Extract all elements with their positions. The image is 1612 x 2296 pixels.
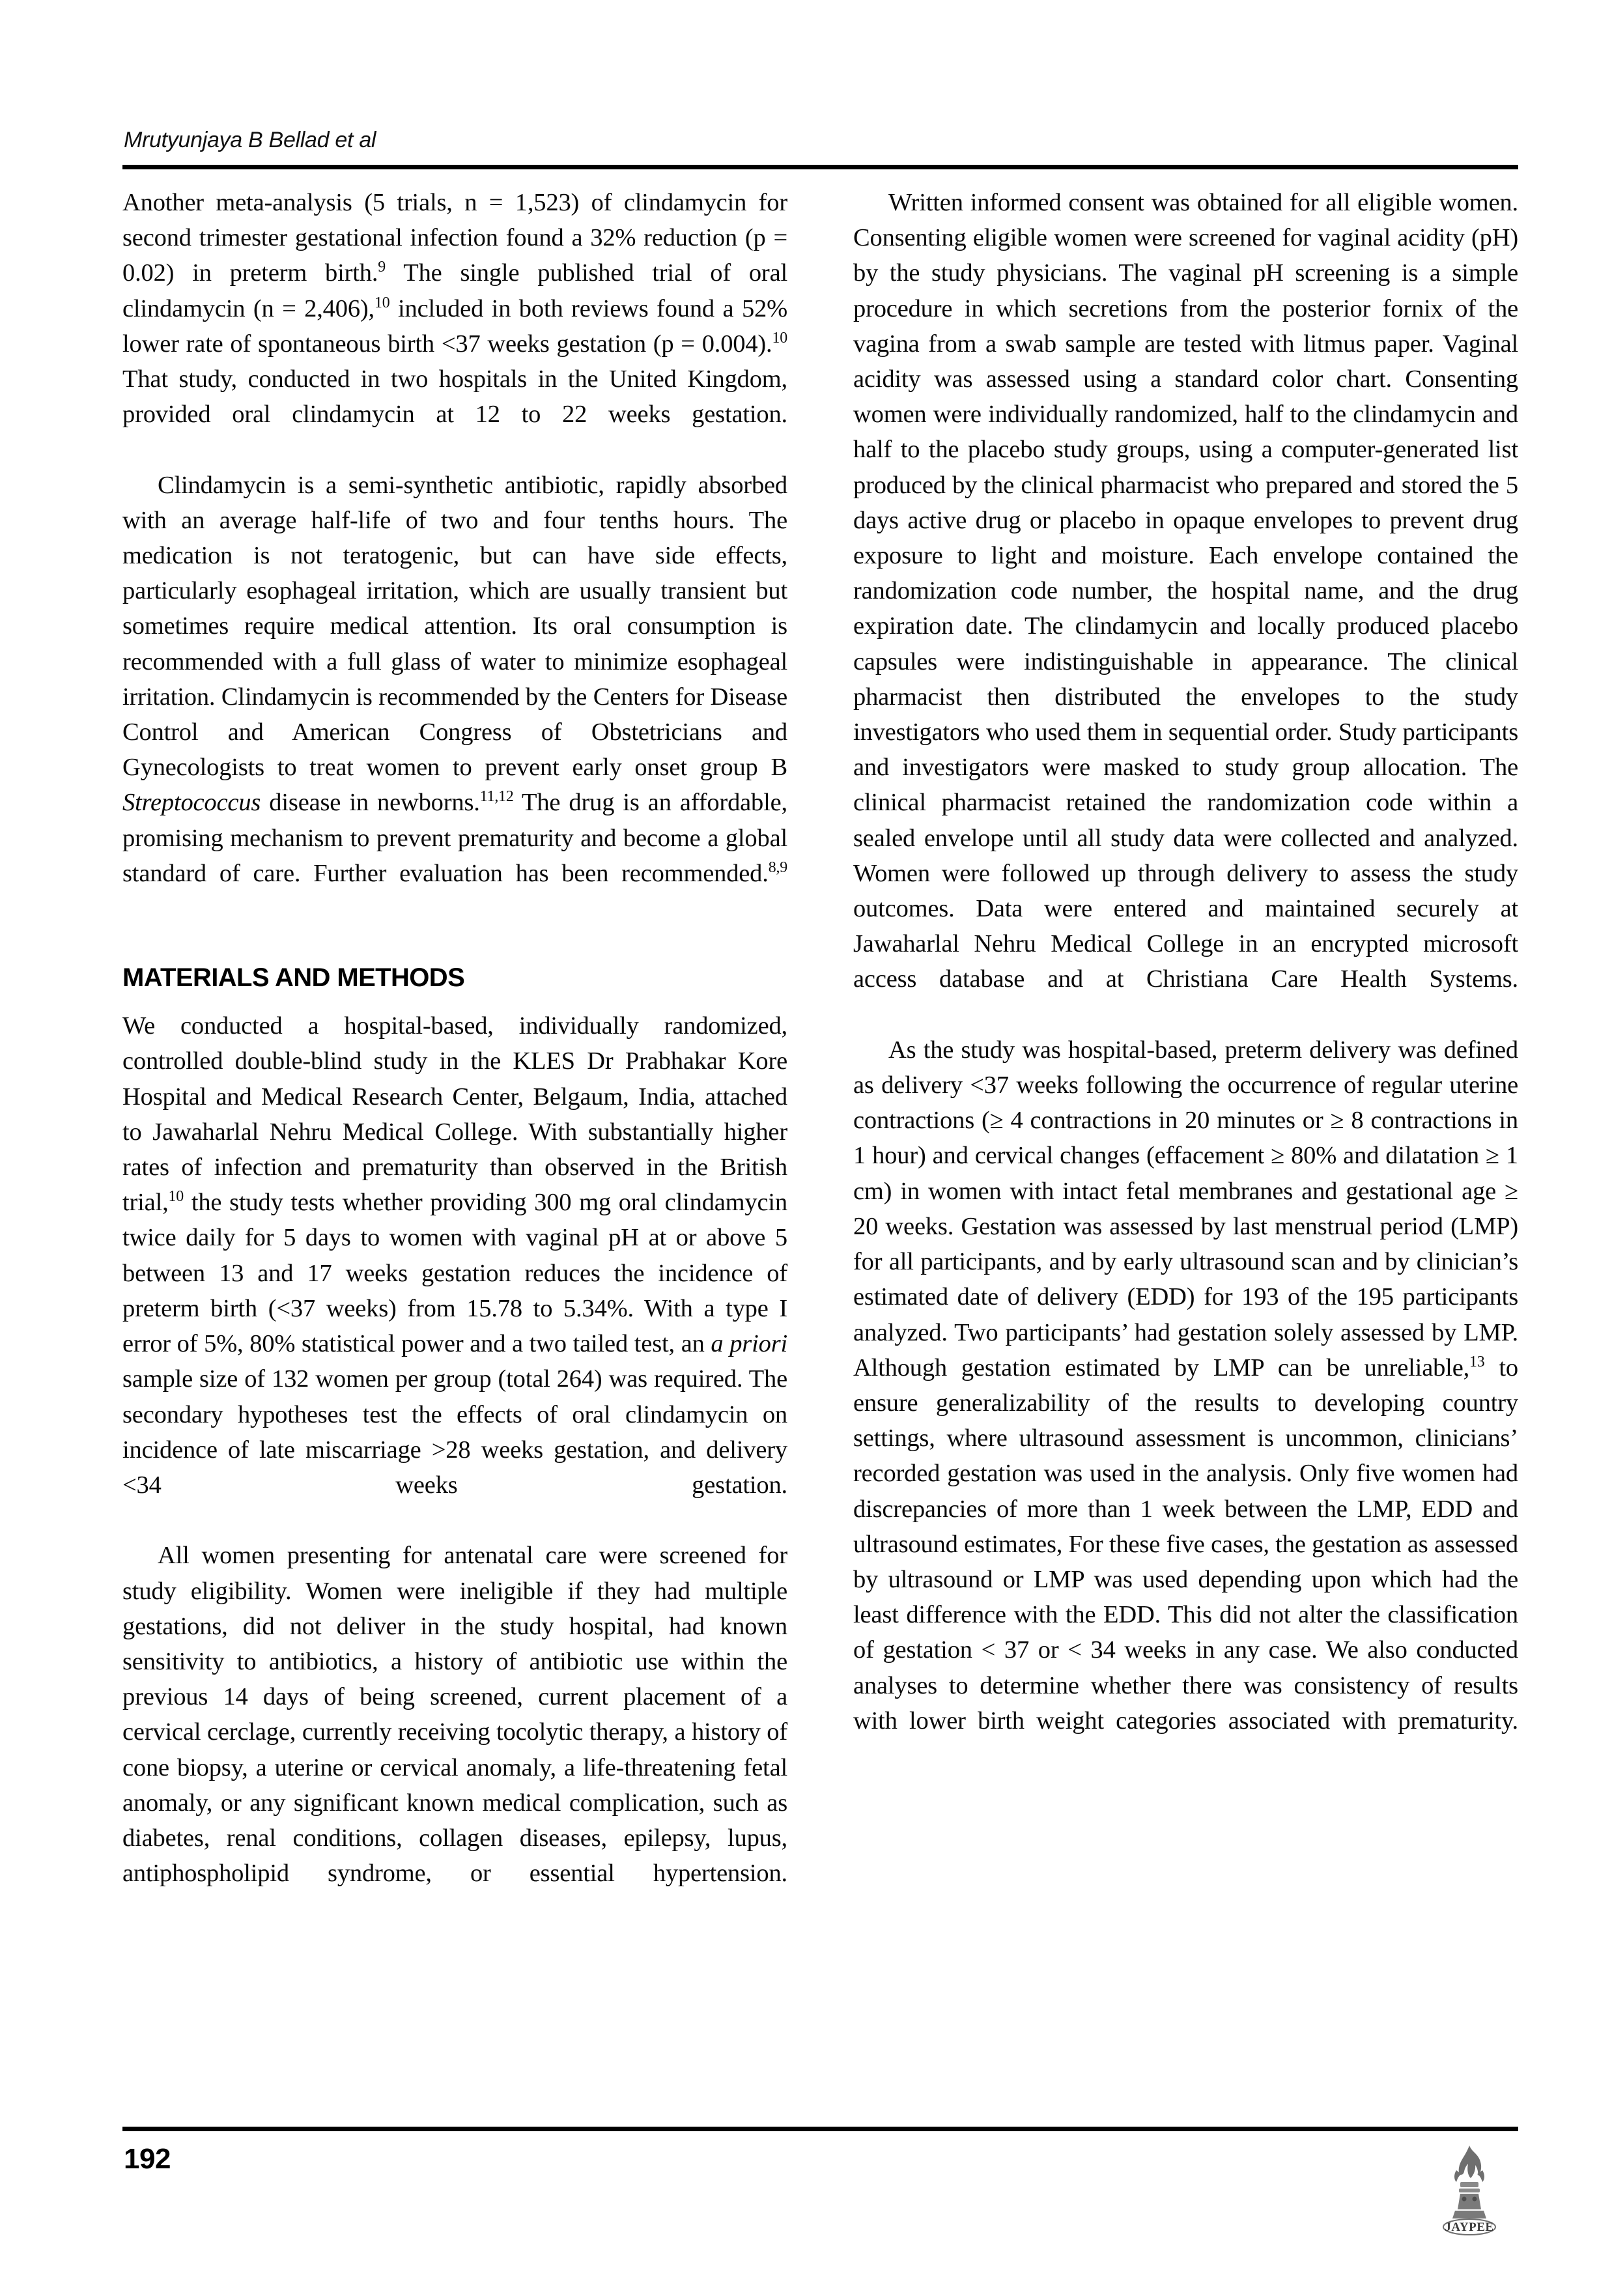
- page-number: 192: [124, 2143, 171, 2175]
- heading-spacer-below: [122, 995, 787, 1008]
- reference-superscript: 11,12: [479, 788, 514, 806]
- text-run: That study, conducted in two hospitals in the United Kingdom, provided oral clindamycin at 12 to 22 weeks gestation.: [122, 365, 787, 429]
- heading-spacer-above: [122, 926, 787, 960]
- text-run: disease in newborns.: [261, 789, 480, 817]
- two-column-body: [122, 185, 1518, 2074]
- text-run: All women presenting for antenatal care were screened for study eligibility. Women were ineligible if they had multiple gestations, did not deliver in the study hospital, had known sensitivity to antibiotics, a history of antibiotic use within the previous 14 days of being screened, current placement of a cervical cerclage, currently receiving tocolytic therapy, a history of cone biopsy, a uterine or cervical anomaly, a life-threatening fetal anomaly, or any significant known medical complication, such as diabetes, renal conditions, collagen diseases, epilepsy, lupus, antiphospholipid syndrome, or essential hypertension.: [122, 1542, 787, 1888]
- text-run: We conducted a hospital-based, individually randomized, controlled double-blind study in the KLES Dr Prabhakar Kore Hospital and Medical Research Center, Belgaum, India, attached to Jawaharlal Nehru Medical College. With substantially higher rates of infection and prematurity than observed in the British trial,: [122, 1012, 787, 1217]
- preterm-definition-paragraph: [853, 1032, 1518, 1774]
- reference-superscript: 9: [378, 259, 386, 276]
- reference-superscript: 10: [772, 329, 787, 347]
- text-run: Another meta-analysis (5 trials, n = 1,523) of clindamycin for second trimester gestational infection found a 32% reduction (p = 0.02) in preterm birth.: [122, 189, 787, 287]
- text-run: sample size of 132 women per group (total 264) was required. The secondary hypotheses test the effects of oral clindamycin on incidence of late miscarriage >28 weeks gestation, and delivery <34 weeks gestation.: [122, 1365, 787, 1499]
- jaypee-publisher-logo-icon: [1430, 2142, 1508, 2239]
- section-heading-materials-and-methods: MATERIALS AND METHODS: [122, 963, 465, 993]
- text-run: The drug is an affordable, promising mechanism to prevent prematurity and become a global standard of care. Further evaluation has been recommended.: [122, 789, 787, 887]
- header-rule: [122, 165, 1518, 169]
- italic-term: Streptococcus: [122, 789, 261, 817]
- clindamycin-pharmacology-paragraph: [122, 468, 787, 927]
- meta-analysis-paragraph: [122, 185, 787, 468]
- consent-and-randomization-paragraph: [853, 185, 1518, 1032]
- running-head: Mrutyunjaya B Bellad et al: [124, 128, 376, 152]
- text-run: As the study was hospital-based, preterm delivery was defined as delivery <37 weeks following the occurrence of regular uterine contractions (≥ 4 contractions in 20 minutes or ≥ 8 contractions in 1 hour) and cervical changes (effacement ≥ 80% and dilatation ≥ 1 cm) in women with intact fetal membranes and gestational age ≥ 20 weeks. Gestation was assessed by last menstrual period (LMP) for all participants, and by early ultrasound scan and by clinician’s estimated date of delivery (EDD) for 193 of the 195 participants analyzed. Two participants’ had gestation solely assessed by LMP. Although gestation estimated by LMP can be unreliable,: [853, 1036, 1518, 1382]
- reference-superscript: 8,9: [768, 859, 787, 877]
- reference-superscript: 10: [168, 1188, 184, 1206]
- text-run: the study tests whether providing 300 mg oral clindamycin twice daily for 5 days to women with vaginal pH at or above 5 between 13 and 17 weeks gestation reduces the incidence of preterm birth (<37 weeks) from 15.78 to 5.34%. With a type I error of 5%, 80% statistical power and a two tailed test, an: [122, 1189, 787, 1358]
- left-column: [122, 185, 787, 2074]
- italic-term: a priori: [711, 1330, 788, 1358]
- text-run: to ensure generalizability of the results to developing country settings, where ultrasound assessment is uncommon, clinicians’ recorded gestation was used in the analysis. Only five women had discrepancies of more than 1 week between the LMP, EDD and ultrasound estimates, For these five cases, the gestation as assessed by ultrasound or LMP was used depending upon which had the least difference with the EDD. This did not alter the classification of gestation < 37 or < 34 weeks in any case. We also conducted analyses to determine whether there was consistency of results with lower birth weight categories associated with prematurity.: [853, 1354, 1518, 1735]
- reference-superscript: 13: [1469, 1353, 1485, 1370]
- footer-rule: [122, 2127, 1518, 2131]
- text-run: Written informed consent was obtained for all eligible women. Consenting eligible women were screened for vaginal acidity (pH) by the study physicians. The vaginal pH screening is a simple procedure in which secretions from the posterior fornix of the vagina from a swab sample are tested with litmus paper. Vaginal acidity was assessed using a standard color chart. Consenting women were individually randomized, half to the clindamycin and half to the placebo study groups, using a computer-generated list produced by the clinical pharmacist who prepared and stored the 5 days active drug or placebo in opaque envelopes to prevent drug exposure to light and moisture. Each envelope contained the randomization code number, the hospital name, and the drug expiration date. The clindamycin and locally produced placebo capsules were indistinguishable in appearance. The clinical pharmacist then distributed the envelopes to the study investigators who used them in sequential order. Study participants and investigators were masked to study group allocation. The clinical pharmacist retained the randomization code within a sealed envelope until all study data were collected and analyzed. Women were followed up through delivery to assess the study outcomes. Data were entered and maintained securely at Jawaharlal Nehru Medical College in an encrypted microsoft access database and at Christiana Care Health Systems.: [853, 189, 1518, 993]
- reference-superscript: 10: [374, 294, 390, 311]
- eligibility-paragraph: [122, 1538, 787, 1926]
- text-run: Clindamycin is a semi-synthetic antibiotic, rapidly absorbed with an average half-life of two and four tenths hours. The medication is not teratogenic, but can have side effects, particularly esophageal irritation, which are usually transient but sometimes require medical attention. Its oral consumption is recommended with a full glass of water to minimize esophageal irritation. Clindamycin is recommended by the Centers for Disease Control and American Congress of Obstetricians and Gynecologists to treat women to prevent early onset group B: [122, 471, 787, 782]
- study-design-paragraph: [122, 1008, 787, 1538]
- jaypee-logo-text: JAYPEE: [1445, 2220, 1494, 2234]
- text-run: included in both reviews found a 52% lower rate of spontaneous birth <37 weeks gestation (p = 0.004).: [122, 294, 787, 358]
- text-run: The single published trial of oral clindamycin (n = 2,406),: [122, 259, 787, 322]
- right-column: [853, 185, 1518, 2074]
